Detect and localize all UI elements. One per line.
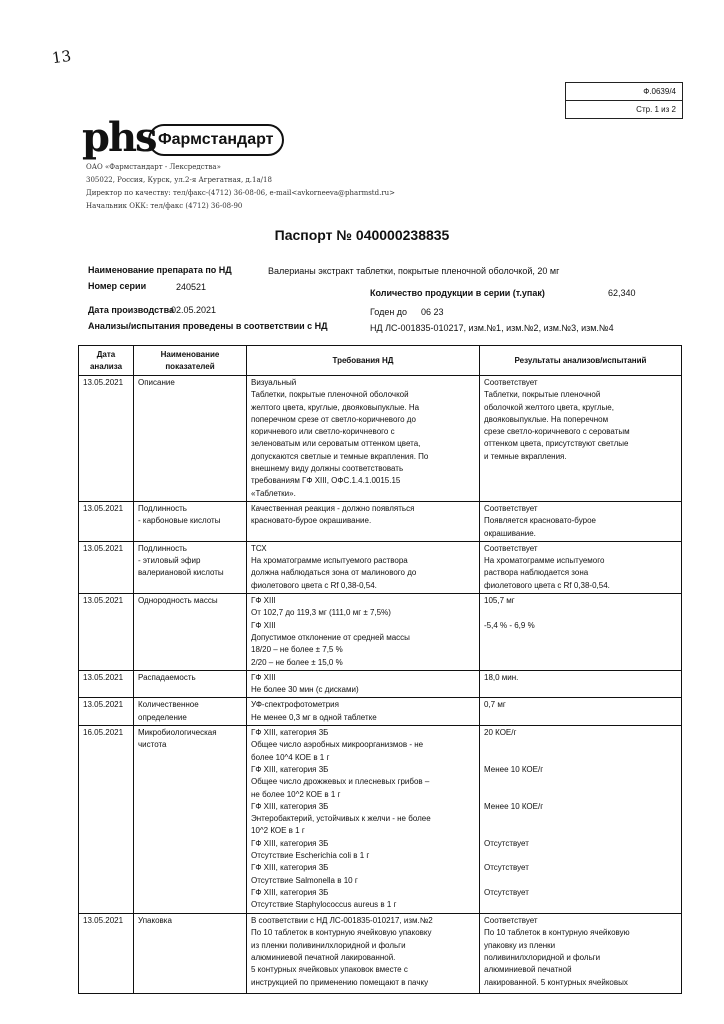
cell-result (480, 726, 682, 914)
expiry-value: 06 23 (421, 307, 444, 317)
cell-indicator-line: чистота (138, 740, 167, 750)
cell-indicator-line: Упаковка (138, 916, 172, 926)
cell-indicator (134, 670, 247, 698)
cell-date-line: 13.05.2021 (83, 700, 124, 710)
cell-requirement-line: По 10 таблеток в контурную ячейковую упаковку (251, 928, 432, 938)
cell-requirement-line: Визуальный (251, 378, 297, 387)
table-row (79, 698, 682, 726)
cell-result-line: оттенком цвета, присутствуют светлые (484, 439, 629, 449)
cell-indicator-line: Подлинность (138, 503, 187, 513)
quantity-label: Количество продукции в серии (т.упак) (370, 288, 545, 298)
cell-result-line (484, 813, 677, 825)
drug-value: Валерианы экстракт таблетки, покрытые пленочной оболочкой, 20 мг (268, 266, 560, 276)
cell-requirement-line: фиолетового цвета с Rf 0,38-0,54. (251, 580, 377, 590)
cell-requirement-line: поперечном срезе от светло-коричневого до (251, 414, 416, 424)
analysis-standard-value: НД ЛС-001835-010217, изм.№1, изм.№2, изм.№3, изм.№4 (370, 323, 614, 333)
cell-requirement-line: зеленоватым или сероватым оттенком цвета, (251, 439, 421, 449)
cell-result-line: Появляется красновато-бурое (484, 516, 596, 526)
cell-result-line (484, 607, 677, 619)
form-code-box (565, 82, 683, 119)
cell-result-line: Соответствует (484, 543, 538, 553)
cell-requirement-line: 5 контурных ячейковых упаковок вместе с (251, 965, 408, 975)
drug-label: Наименование препарата по НД (88, 265, 232, 275)
cell-result (480, 670, 682, 698)
cell-requirement-line: ГФ XIII (251, 672, 276, 682)
cell-requirement-line: На хроматограмме испытуемого раствора (251, 556, 408, 566)
cell-requirement-line: алюминиевой печатной лакированной. (251, 952, 396, 962)
cell-requirement (247, 914, 480, 994)
cell-indicator (134, 914, 247, 994)
cell-result-line: фиолетового цвета с Rf 0,38-0,54. (484, 580, 610, 590)
table-row (79, 501, 682, 541)
cell-indicator (134, 376, 247, 502)
cell-result-line: окрашивание. (484, 528, 536, 538)
cell-result-line: На хроматограмме испытуемого (484, 556, 605, 566)
cell-result-line: упаковку из пленки (484, 940, 556, 950)
cell-result-line: раствора наблюдается зона (484, 568, 589, 578)
table-row (79, 670, 682, 698)
cell-indicator-line: Описание (138, 378, 175, 387)
cell-date-line: 13.05.2021 (83, 378, 124, 387)
quantity-value: 62,340 (608, 288, 636, 298)
series-label: Номер серии (88, 281, 147, 291)
cell-requirement-line: не более 10^2 КОЕ в 1 г (251, 789, 341, 799)
cell-requirement (247, 726, 480, 914)
logo-name: Фармстандарт (148, 124, 284, 156)
cell-requirement-line: 2/20 – не более ± 15,0 % (251, 657, 343, 667)
cell-requirement (247, 541, 480, 593)
cell-result (480, 376, 682, 502)
company-line: Начальник ОКК: тел/факс (4712) 36-08-90 (86, 202, 243, 210)
table-row (79, 914, 682, 994)
cell-requirement-line: инструкцией по применению помещают в пачку (251, 977, 429, 987)
cell-date-line: 13.05.2021 (83, 503, 124, 513)
production-date-value: 02.05.2021 (171, 305, 217, 315)
cell-date (79, 501, 134, 541)
cell-result (480, 914, 682, 994)
cell-result-line: Отсутствует (484, 863, 529, 873)
logo-mark: phs (82, 114, 156, 161)
company-line: ОАО «Фармстандарт - Лексредства» (86, 163, 221, 171)
cell-result (480, 698, 682, 726)
cell-result-line: 18,0 мин. (484, 672, 519, 682)
cell-result (480, 594, 682, 671)
table-header-row (79, 346, 682, 376)
table-row (79, 726, 682, 914)
cell-result-line (484, 875, 677, 887)
cell-date-line: 16.05.2021 (83, 728, 124, 738)
table-row (79, 541, 682, 593)
cell-requirement (247, 376, 480, 502)
company-line: Директор по качеству: тел/факс-(4712) 36-08-06, e-mail<avkorneeva@pharmstd.ru> (86, 189, 396, 197)
cell-result-line (484, 776, 677, 788)
cell-indicator-line: - карбоновые кислоты (138, 516, 221, 526)
cell-result-line: алюминиевой печатной (484, 965, 572, 975)
cell-requirement-line: «Таблетки». (251, 488, 296, 498)
cell-result-line: срезе светло-коричневого с сероватым (484, 427, 630, 437)
table-row (79, 376, 682, 502)
cell-result-line (484, 739, 677, 751)
cell-requirement-line: ГФ XIII, категория 3Б (251, 728, 329, 738)
cell-requirement-line: ГФ XIII, категория 3Б (251, 764, 329, 774)
cell-result-line (484, 789, 677, 801)
header-results: Результаты анализов/испытаний (480, 346, 682, 376)
cell-requirement-line: 18/20 – не более ± 7,5 % (251, 645, 343, 655)
page-counter: Стр. 1 из 2 (566, 100, 682, 118)
cell-requirement-line: коричневого или светло-коричневого с (251, 427, 395, 437)
document-title: Паспорт № 040000238835 (274, 227, 450, 243)
results-table (78, 345, 682, 994)
cell-date (79, 698, 134, 726)
cell-requirement (247, 501, 480, 541)
cell-requirement-line: Качественная реакция - должно появляться (251, 503, 415, 513)
cell-result-line (484, 825, 677, 837)
cell-requirement-line: красновато-бурое окрашивание. (251, 516, 372, 526)
cell-requirement-line: должна наблюдаться зона от малинового до (251, 568, 417, 578)
cell-requirement-line: Не более 30 мин (с дисками) (251, 685, 359, 695)
cell-result-line: Соответствует (484, 503, 538, 513)
cell-requirement-line: ГФ XIII, категория 3Б (251, 838, 329, 848)
cell-indicator (134, 594, 247, 671)
cell-result-line: лакированной. 5 контурных ячейковых (484, 977, 628, 987)
cell-indicator-line: Микробиологическая (138, 728, 217, 738)
cell-requirement-line: внешнему виду должны соответствовать (251, 464, 404, 474)
cell-requirement-line: ТСХ (251, 543, 267, 553)
cell-indicator (134, 698, 247, 726)
handwritten-page-number: 13 (50, 46, 73, 68)
cell-requirement-line: Допустимое отклонение от средней массы (251, 632, 410, 642)
cell-date (79, 594, 134, 671)
cell-requirement-line: 10^2 КОЕ в 1 г (251, 826, 305, 836)
header-date: Дата анализа (79, 346, 134, 376)
cell-date (79, 914, 134, 994)
expiry-label: Годен до (370, 307, 408, 317)
cell-requirement-line: из пленки поливинилхлоридной и фольги (251, 940, 406, 950)
cell-result-line: Соответствует (484, 916, 538, 926)
cell-result-line: Отсутствует (484, 838, 529, 848)
cell-result-line: Менее 10 КОЕ/г (484, 764, 544, 774)
cell-requirement-line: От 102,7 до 119,3 мг (111,0 мг ± 7,5%) (251, 608, 391, 618)
cell-requirement (247, 594, 480, 671)
header-name: Наименование показателей (134, 346, 247, 376)
cell-result-line: По 10 таблеток в контурную ячейковую (484, 928, 630, 938)
cell-requirement-line: ГФ XIII, категория 3Б (251, 863, 329, 873)
table-row (79, 594, 682, 671)
cell-date (79, 726, 134, 914)
cell-result-line: Менее 10 КОЕ/г (484, 801, 544, 811)
cell-requirement-line: Не менее 0,3 мг в одной таблетке (251, 712, 377, 722)
cell-requirement-line: требованиям ГФ XIII, ОФС.1.4.1.0015.15 (251, 476, 401, 486)
cell-date (79, 376, 134, 502)
cell-result (480, 541, 682, 593)
cell-result-line (484, 850, 677, 862)
cell-date-line: 13.05.2021 (83, 672, 124, 682)
cell-requirement-line: Таблетки, покрытые пленочной оболочкой (251, 390, 409, 400)
cell-indicator-line: Количественное (138, 700, 199, 710)
company-info (86, 161, 395, 213)
cell-indicator-line: Однородность массы (138, 596, 218, 606)
cell-requirement-line: Общее число аэробных микроорганизмов - не (251, 740, 424, 750)
cell-result (480, 501, 682, 541)
cell-requirement-line: Отсутствие Salmonella в 10 г (251, 875, 358, 885)
cell-result-line: 20 КОЕ/г (484, 728, 517, 738)
cell-requirement-line: Энтеробактерий, устойчивых к желчи - не более (251, 814, 431, 824)
cell-result-line: поливинилхлоридной и фольги (484, 952, 601, 962)
cell-indicator (134, 726, 247, 914)
cell-result-line: 0,7 мг (484, 700, 506, 710)
cell-date (79, 541, 134, 593)
cell-date (79, 670, 134, 698)
cell-requirement-line: более 10^4 КОЕ в 1 г (251, 752, 330, 762)
cell-result-line: Таблетки, покрытые пленочной (484, 390, 601, 400)
cell-indicator-line: определение (138, 712, 187, 722)
cell-indicator (134, 541, 247, 593)
cell-requirement-line: желтого цвета, круглые, двояковыпуклые. На (251, 402, 420, 412)
cell-result-line: двояковыпуклые. На поперечном (484, 414, 609, 424)
cell-indicator-line: - этиловый эфир (138, 556, 201, 566)
cell-date-line: 13.05.2021 (83, 543, 124, 553)
cell-requirement-line: Отсутствие Staphylococcus aureus в 1 г (251, 900, 397, 910)
cell-result-line: оболочкой желтого цвета, круглые, (484, 402, 614, 412)
cell-requirement-line: Общее число дрожжевых и плесневых грибов – (251, 777, 430, 787)
cell-requirement-line: УФ-спектрофотометрия (251, 700, 339, 710)
cell-requirement-line: Отсутствие Escherichia coli в 1 г (251, 850, 370, 860)
cell-date-line: 13.05.2021 (83, 916, 124, 926)
cell-result-line: 105,7 мг (484, 596, 515, 606)
form-code: Ф.0639/4 (643, 87, 676, 96)
cell-requirement-line: В соответствии с НД ЛС-001835-010217, изм.№2 (251, 916, 433, 926)
company-logo (82, 114, 274, 161)
cell-indicator-line: валериановой кислоты (138, 568, 224, 578)
analysis-standard-label: Анализы/испытания проведены в соответствии с НД (88, 321, 328, 331)
cell-indicator (134, 501, 247, 541)
cell-result-line: -5,4 % - 6,9 % (484, 620, 535, 630)
cell-requirement-line: ГФ XIII (251, 620, 276, 630)
cell-requirement-line: ГФ XIII (251, 596, 276, 606)
company-line: 305022, Россия, Курск, ул.2-я Агрегатная, д.1а/18 (86, 176, 272, 184)
cell-result-line: Соответствует (484, 378, 538, 387)
cell-date-line: 13.05.2021 (83, 596, 124, 606)
cell-requirement-line: ГФ XIII, категория 3Б (251, 801, 329, 811)
production-date-label: Дата производства (88, 305, 174, 315)
cell-result-line (484, 752, 677, 764)
cell-result-line: и темные вкрапления. (484, 451, 567, 461)
cell-requirement-line: допускаются светлые и темные вкрапления. По (251, 451, 429, 461)
cell-indicator-line: Распадаемость (138, 672, 196, 682)
series-value: 240521 (176, 282, 207, 292)
cell-requirement (247, 698, 480, 726)
header-requirements: Требования НД (247, 346, 480, 376)
cell-result-line: Отсутствует (484, 887, 529, 897)
cell-indicator-line: Подлинность (138, 543, 187, 553)
cell-requirement-line: ГФ XIII, категория 3Б (251, 887, 329, 897)
cell-requirement (247, 670, 480, 698)
